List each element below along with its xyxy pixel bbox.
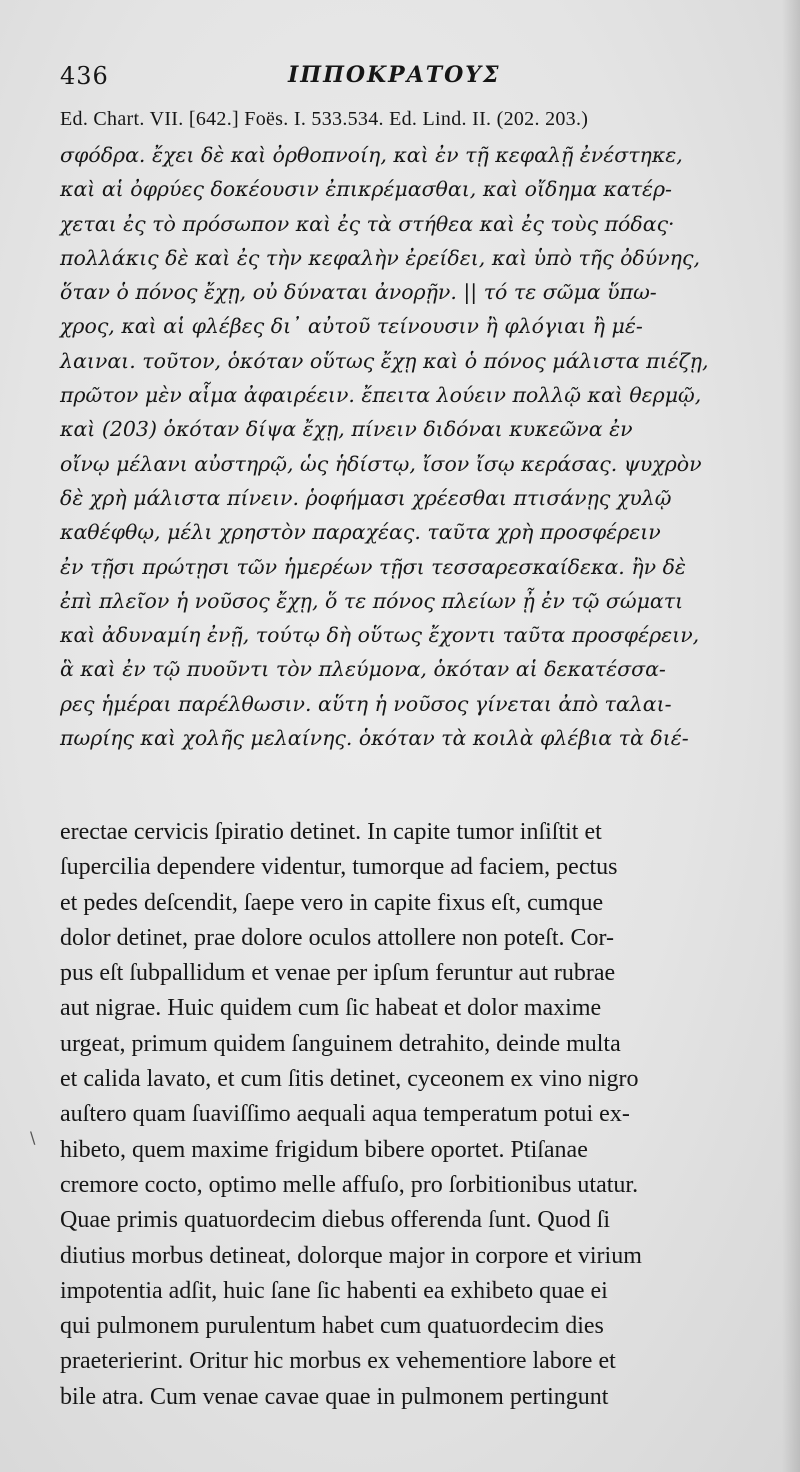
latin-line: dolor detinet, prae dolore oculos attollere non poteſt. Cor- [60,924,615,951]
latin-line: qui pulmonem purulentum habet cum quatuordecim dies [60,1313,604,1340]
greek-line: ἐν τῇσι πρώτῃσι τῶν ἡμερέων τῇσι τεσσαρεσκαίδεκα. ἢν δὲ [60,554,686,579]
greek-line: ἐπὶ πλεῖον ἡ νοῦσος ἔχῃ, ὅ τε πόνος πλείων ᾖ ἐν τῷ σώματι [60,588,684,613]
greek-line: καθέφθῳ, μέλι χρηστὸν παραχέας. ταῦτα χρὴ προσφέρειν [60,520,661,545]
greek-line: σφόδρα. ἔχει δὲ καὶ ὀρθοπνοίη, καὶ ἐν τῇ κεφαλῇ ἐνέστηκε, [60,143,683,167]
edition-reference-line: Ed. Chart. VII. [642.] Foës. I. 533.534. Ed. Lind. II. (202. 203.) [60,108,589,130]
latin-line: pus eſt ſubpallidum et venae per ipſum feruntur aut rubrae [60,960,616,987]
latin-line: urgeat, primum quidem ſanguinem detrahito, deinde multa [60,1030,621,1057]
greek-line: καὶ ἀδυναμίη ἐνῇ, τούτῳ δὴ οὕτως ἔχοντι ταῦτα προσφέρειν, [60,623,700,648]
greek-line: οἴνῳ μέλανι αὐστηρῷ, ὡς ἡδίστῳ, ἴσον ἴσῳ κεράσας. ψυχρὸν [60,451,702,476]
latin-line: et calida lavato, et cum ſitis detinet, cyceonem ex vino nigro [60,1066,639,1093]
greek-line: χεται ἐς τὸ πρόσωπον καὶ ἐς τὰ στήθεα καὶ ἐς τοὺς πόδας· [60,211,675,236]
greek-line: λαιναι. τοῦτον, ὁκόταν οὕτως ἔχῃ καὶ ὁ πόνος μάλιστα πιέζῃ, [60,348,709,373]
greek-line: πρῶτον μὲν αἷμα ἀφαιρέειν. ἔπειτα λούειν πολλῷ καὶ θερμῷ, [60,383,702,408]
latin-translation-block [60,815,765,1415]
greek-line: καὶ αἱ ὀφρύες δοκέουσιν ἐπικρέμασθαι, καὶ οἴδημα κατέρ- [60,177,672,202]
latin-line: hibeto, quem maxime frigidum bibere oportet. Ptiſanae [60,1136,588,1163]
greek-line: καὶ (203) ὁκόταν δίψα ἔχῃ, πίνειν διδόναι κυκεῶνα ἐν [60,417,633,442]
greek-line: πωρίης καὶ χολῆς μελαίνης. ὁκόταν τὰ κοιλὰ φλέβια τὰ διέ- [60,726,689,751]
greek-line: χρος, καὶ αἱ φλέβες δι᾽ αὐτοῦ τείνουσιν ἢ φλόγιαι ἢ μέ- [60,314,643,339]
running-title: ΙΠΠΟΚΡΑΤΟΥΣ [288,62,501,88]
latin-line: cremore cocto, optimo melle affuſo, pro ſorbitionibus utatur. [60,1171,639,1198]
latin-line: auſtero quam ſuaviſſimo aequali aqua temperatum potui ex- [60,1101,630,1128]
greek-line: πολλάκις δὲ καὶ ἐς τὴν κεφαλὴν ἐρείδει, καὶ ὑπὸ τῆς ὀδύνης, [60,245,700,270]
latin-line: et pedes deſcendit, ſaepe vero in capite fixus eſt, cumque [60,889,604,916]
greek-line: ὅταν ὁ πόνος ἔχῃ, οὐ δύναται ἀνορῇν. || τό τε σῶμα ὕπω- [60,280,657,305]
latin-line: praeterierint. Oritur hic morbus ex vehementiore labore et [60,1348,616,1375]
latin-line: impotentia adſit, huic ſane ſic habenti ea exhibeto quae ei [60,1277,608,1304]
greek-line: ρες ἡμέραι παρέλθωσιν. αὕτη ἡ νοῦσος γίνεται ἀπὸ ταλαι- [60,691,672,716]
margin-mark: \ [30,1128,36,1147]
latin-line: erectae cervicis ſpiratio detinet. In capite tumor inſiſtit et [60,819,602,845]
latin-line: ſupercilia dependere videntur, tumorque ad faciem, pectus [60,854,618,881]
greek-line: ἃ καὶ ἐν τῷ πυοῦντι τὸν πλεύμονα, ὁκόταν αἱ δεκατέσσα- [60,657,666,682]
latin-line: Quae primis quatuordecim diebus offerenda ſunt. Quod ſi [60,1207,611,1234]
page-number: 436 [60,62,109,90]
page-edge-shadow [782,0,800,1472]
latin-line: bile atra. Cum venae cavae quae in pulmonem pertingunt [60,1383,609,1410]
latin-line: diutius morbus detineat, dolorque major in corpore et virium [60,1242,642,1269]
greek-line: δὲ χρὴ μάλιστα πίνειν. ῥοφήμασι χρέεσθαι πτισάνῃς χυλῷ [60,485,672,510]
greek-text-block [60,138,765,755]
latin-line: aut nigrae. Huic quidem cum ſic habeat et dolor maxime [60,995,602,1022]
